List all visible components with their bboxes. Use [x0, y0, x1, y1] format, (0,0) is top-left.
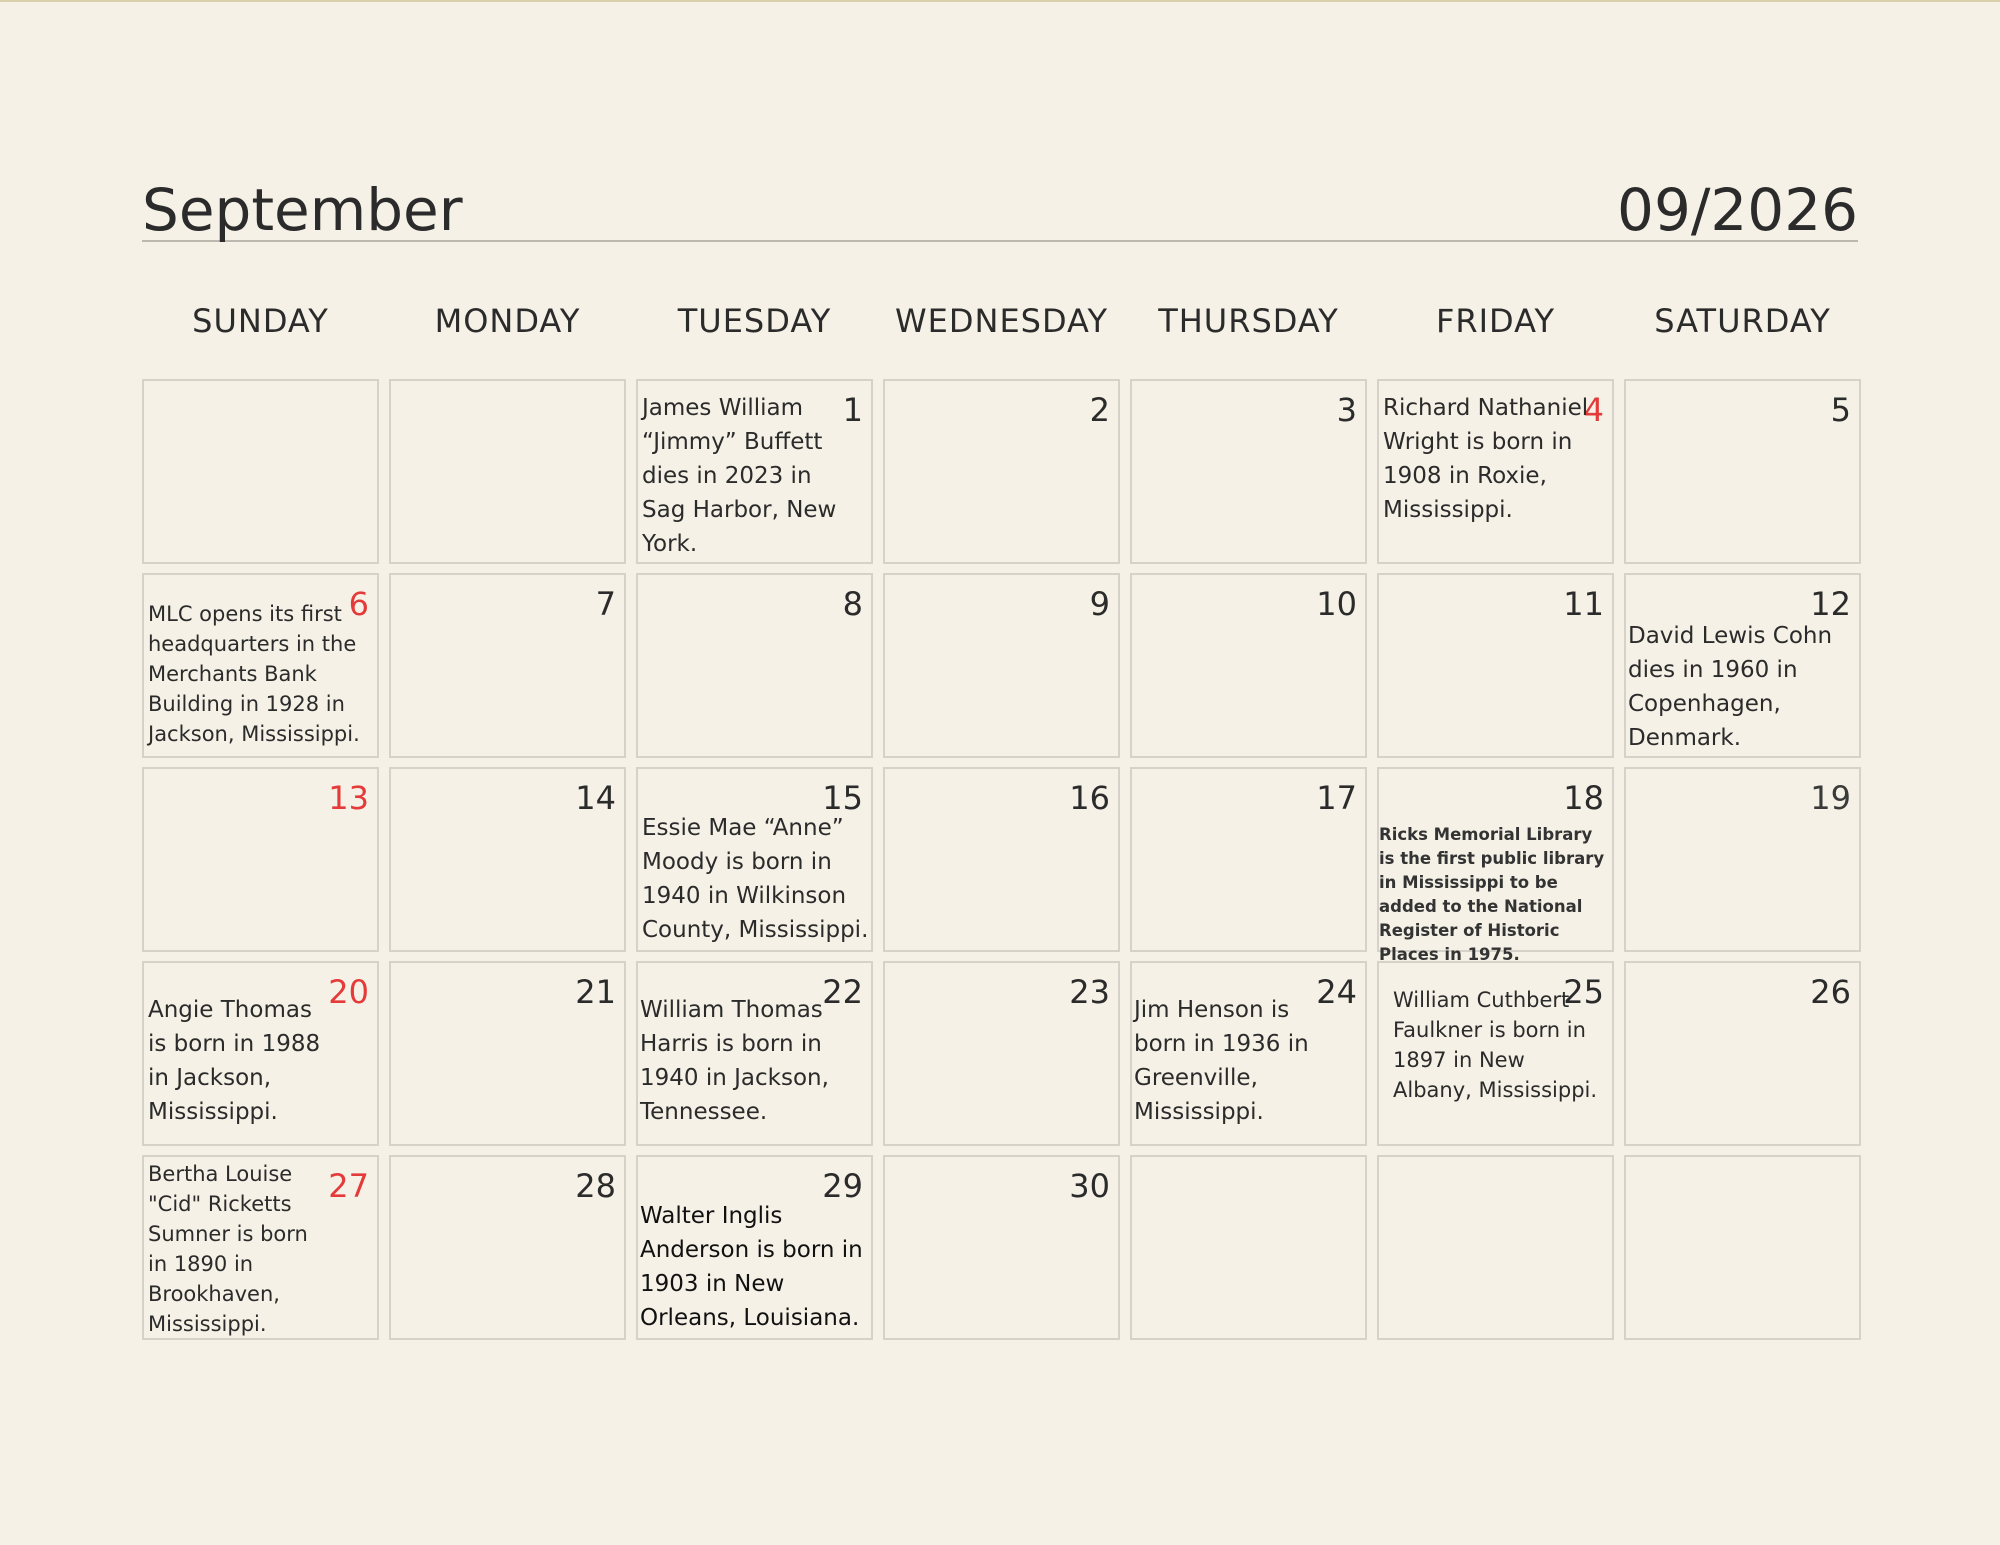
day-number: 14: [575, 779, 616, 817]
day-number: 3: [1336, 391, 1357, 429]
day-cell-29[interactable]: [636, 1155, 873, 1340]
day-number: 13: [328, 779, 369, 817]
day-cell-25[interactable]: [1377, 961, 1614, 1146]
day-number: 26: [1810, 973, 1851, 1011]
day-number: 6: [348, 585, 369, 623]
day-cell-16[interactable]: [883, 767, 1120, 952]
day-cell-19[interactable]: [1624, 767, 1861, 952]
day-number: 10: [1316, 585, 1357, 623]
weekday-thursday: THURSDAY: [1158, 302, 1339, 340]
day-number: 16: [1069, 779, 1110, 817]
day-cell-11[interactable]: [1377, 573, 1614, 758]
calendar-header: [142, 168, 1858, 242]
day-cell-15[interactable]: [636, 767, 873, 952]
day-event: Ricks Memorial Library is the first public library in Mississippi to be added to the National Register of Historic Places in 1975.: [1379, 825, 1605, 964]
month-year-code: 09/2026: [1617, 176, 1858, 244]
day-cell-30[interactable]: [883, 1155, 1120, 1340]
day-cell-28[interactable]: [389, 1155, 626, 1340]
day-number: 1: [842, 391, 863, 429]
day-event: Walter Inglis Anderson is born in 1903 in New Orleans, Louisiana.: [640, 1203, 863, 1331]
day-number: 19: [1810, 779, 1851, 817]
day-cell-empty: [1130, 1155, 1367, 1340]
weekday-tuesday: TUESDAY: [677, 302, 832, 340]
day-cell-20[interactable]: [142, 961, 379, 1146]
day-number: 30: [1069, 1167, 1110, 1205]
day-event: Angie Thomas is born in 1988 in Jackson, Mississippi.: [148, 997, 321, 1125]
day-cell-23[interactable]: [883, 961, 1120, 1146]
month-title: September: [142, 176, 463, 244]
day-number: 22: [822, 973, 863, 1011]
day-cell-4[interactable]: [1377, 379, 1614, 564]
day-cell-13[interactable]: [142, 767, 379, 952]
day-event: William Thomas Harris is born in 1940 in Jackson, Tennessee.: [640, 997, 829, 1125]
day-event: Bertha Louise "Cid" Ricketts Sumner is born in 1890 in Brookhaven, Mississippi.: [148, 1162, 308, 1336]
day-number: 29: [822, 1167, 863, 1205]
day-cell-22[interactable]: [636, 961, 873, 1146]
day-cell-14[interactable]: [389, 767, 626, 952]
day-cell-27[interactable]: [142, 1155, 379, 1340]
day-number: 24: [1316, 973, 1357, 1011]
day-event: MLC opens its first headquarters in the Merchants Bank Building in 1928 in Jackson, Mississippi.: [148, 602, 360, 746]
day-event: James William “Jimmy” Buffett dies in 2023 in Sag Harbor, New York.: [642, 395, 837, 557]
day-event: Essie Mae “Anne” Moody is born in 1940 in Wilkinson County, Mississippi.: [642, 815, 869, 943]
day-number: 28: [575, 1167, 616, 1205]
day-cell-empty: [142, 379, 379, 564]
day-cell-8[interactable]: [636, 573, 873, 758]
day-number: 25: [1563, 973, 1604, 1011]
day-number: 9: [1089, 585, 1110, 623]
weekday-wednesday: WEDNESDAY: [895, 302, 1108, 340]
weekday-friday: FRIDAY: [1435, 302, 1556, 340]
weekday-saturday: SATURDAY: [1654, 302, 1831, 340]
day-number: 11: [1563, 585, 1604, 623]
day-number: 18: [1563, 779, 1604, 817]
day-cell-10[interactable]: [1130, 573, 1367, 758]
day-number: 20: [328, 973, 369, 1011]
day-cell-1[interactable]: [636, 379, 873, 564]
day-event: William Cuthbert Faulkner is born in 1897 in New Albany, Mississippi.: [1393, 988, 1598, 1102]
day-cell-empty: [1624, 1155, 1861, 1340]
day-cell-18[interactable]: [1377, 767, 1614, 964]
day-cell-2[interactable]: [883, 379, 1120, 564]
weekday-sunday: SUNDAY: [192, 302, 329, 340]
weekday-monday: MONDAY: [434, 302, 581, 340]
day-number: 21: [575, 973, 616, 1011]
weekday-header-row: [142, 302, 1858, 352]
day-number: 7: [595, 585, 616, 623]
day-event: Jim Henson is born in 1936 in Greenville, Mississippi.: [1134, 997, 1309, 1125]
day-cell-12[interactable]: [1624, 573, 1861, 758]
day-number: 27: [328, 1167, 369, 1205]
day-cell-21[interactable]: [389, 961, 626, 1146]
day-number: 8: [842, 585, 863, 623]
day-event: David Lewis Cohn dies in 1960 in Copenhagen, Denmark.: [1628, 623, 1833, 751]
day-number: 23: [1069, 973, 1110, 1011]
calendar-grid: [142, 379, 1858, 1341]
day-cell-24[interactable]: [1130, 961, 1367, 1146]
day-cell-26[interactable]: [1624, 961, 1861, 1146]
day-number: 12: [1810, 585, 1851, 623]
day-cell-9[interactable]: [883, 573, 1120, 758]
day-cell-5[interactable]: [1624, 379, 1861, 564]
day-number: 2: [1089, 391, 1110, 429]
day-cell-empty: [389, 379, 626, 564]
day-cell-3[interactable]: [1130, 379, 1367, 564]
day-cell-17[interactable]: [1130, 767, 1367, 952]
day-number: 4: [1583, 391, 1604, 429]
day-cell-empty: [1377, 1155, 1614, 1340]
top-border-line: [0, 0, 2000, 2]
day-event: Richard Nathaniel Wright is born in 1908 in Roxie, Mississippi.: [1383, 395, 1589, 523]
day-cell-7[interactable]: [389, 573, 626, 758]
day-cell-6[interactable]: [142, 573, 379, 758]
day-number: 15: [822, 779, 863, 817]
day-number: 17: [1316, 779, 1357, 817]
day-number: 5: [1830, 391, 1851, 429]
